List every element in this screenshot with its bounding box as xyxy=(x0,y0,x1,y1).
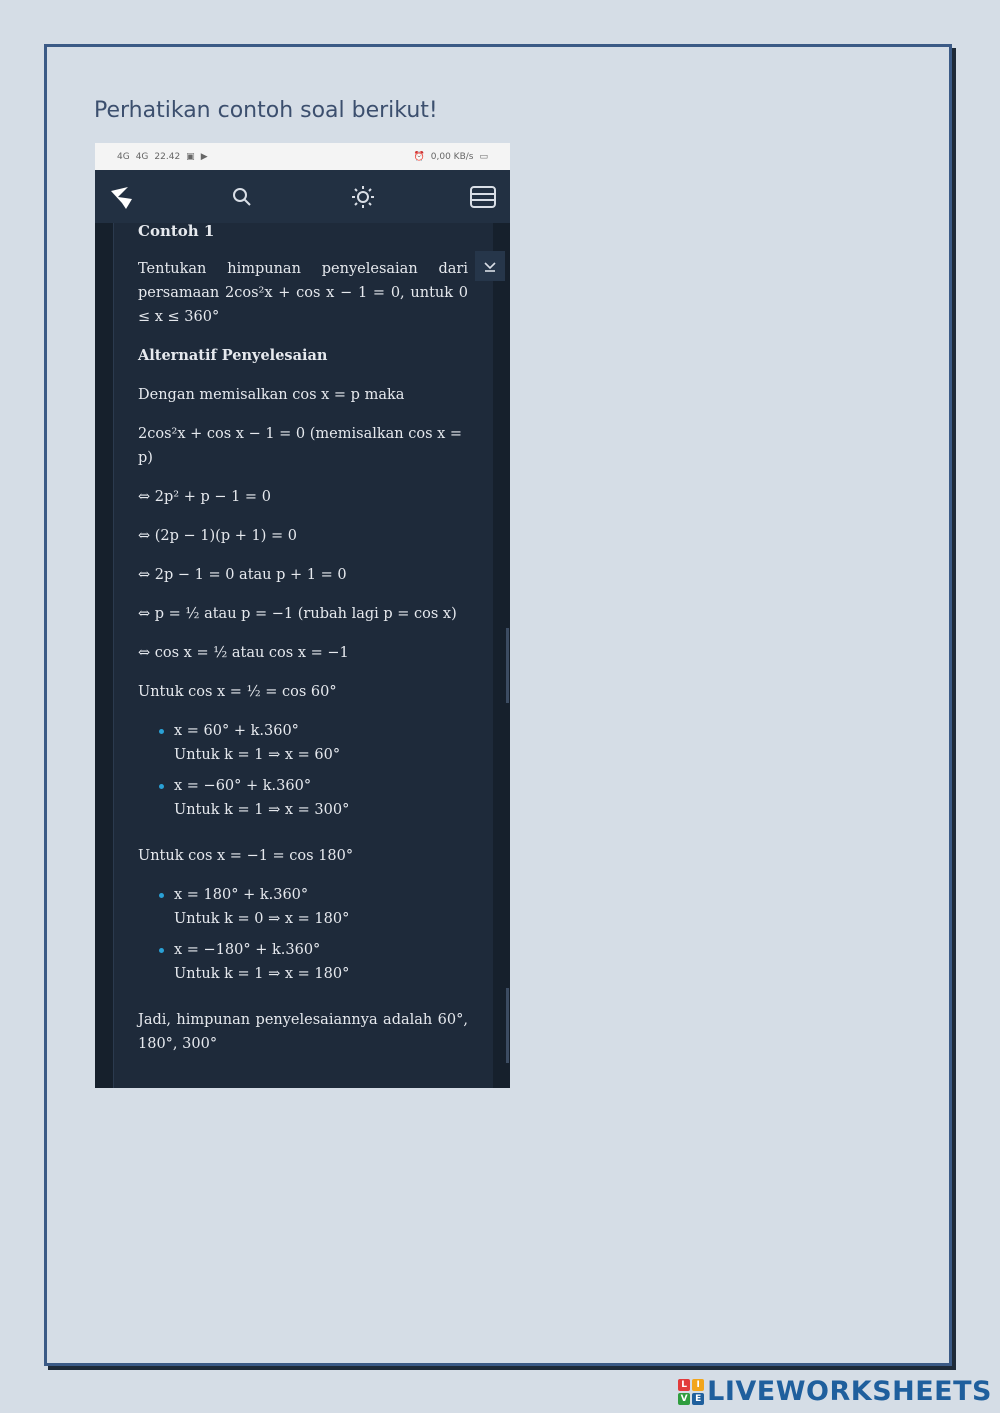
case1-item-1 xyxy=(138,719,468,767)
case2-heading: Untuk cos x = −1 = cos 180° xyxy=(138,848,354,864)
case2-item-2 xyxy=(138,938,468,986)
conclusion: Jadi, himpunan penyelesaiannya adalah 60°, 180°, 300° xyxy=(138,1012,468,1052)
case1-sub-2: Untuk k = 1 ⇒ x = 300° xyxy=(174,802,350,818)
case2-eq-1: x = 180° + k.360° xyxy=(174,887,309,903)
battery-icon: ▭ xyxy=(479,151,488,162)
solution-heading: Alternatif Penyelesaian xyxy=(138,347,328,364)
sun-icon[interactable] xyxy=(348,182,378,212)
step-8: Untuk cos x = ½ = cos 60° xyxy=(138,684,337,700)
scrollbar-thumb-lower[interactable] xyxy=(506,988,509,1063)
case2-sub-2: Untuk k = 1 ⇒ x = 180° xyxy=(174,966,350,982)
step-7: ⇔ cos x = ½ atau cos x = −1 xyxy=(138,645,349,661)
status-bar xyxy=(95,143,510,170)
network-speed: 0,00 KB/s xyxy=(430,151,474,162)
example-title: Contoh 1 xyxy=(138,222,215,240)
play-icon: ▶ xyxy=(200,151,208,162)
step-4: ⇔ (2p − 1)(p + 1) = 0 xyxy=(138,528,297,544)
step-1: Dengan memisalkan cos x = p maka xyxy=(138,387,405,403)
case1-eq-1: x = 60° + k.360° xyxy=(174,723,299,739)
phone-screenshot xyxy=(95,143,510,1088)
instruction-text: Perhatikan contoh soal berikut! xyxy=(94,98,438,123)
step-3: ⇔ 2p² + p − 1 = 0 xyxy=(138,489,271,505)
download-button[interactable] xyxy=(475,251,505,281)
left-gutter xyxy=(95,223,113,1088)
step-2: 2cos²x + cos x − 1 = 0 (memisalkan cos x = p) xyxy=(138,426,463,466)
scrollbar-thumb[interactable] xyxy=(506,628,509,703)
image-icon: ▣ xyxy=(186,151,195,162)
signal-1: 4G xyxy=(117,151,130,162)
liveworksheets-brand xyxy=(678,1376,992,1407)
step-6: ⇔ p = ½ atau p = −1 (rubah lagi p = cos x) xyxy=(138,606,457,622)
case1-sub-1: Untuk k = 1 ⇒ x = 60° xyxy=(174,747,341,763)
menu-icon[interactable] xyxy=(468,182,498,212)
liveworksheets-logo-icon: L I V E xyxy=(678,1379,704,1405)
example-content xyxy=(138,223,468,1056)
alarm-icon: ⏰ xyxy=(413,151,425,162)
app-logo-icon[interactable] xyxy=(107,182,137,212)
signal-2: 4G xyxy=(135,151,149,162)
app-toolbar xyxy=(95,170,510,223)
step-5: ⇔ 2p − 1 = 0 atau p + 1 = 0 xyxy=(138,567,347,583)
case2-sub-1: Untuk k = 0 ⇒ x = 180° xyxy=(174,911,350,927)
case1-item-2 xyxy=(138,774,468,822)
brand-name: LIVEWORKSHEETS xyxy=(707,1376,992,1407)
case2-eq-2: x = −180° + k.360° xyxy=(174,942,321,958)
clock: 22.42 xyxy=(154,151,181,162)
search-icon[interactable] xyxy=(227,182,257,212)
problem-statement: Tentukan himpunan penyelesaian dari persamaan 2cos²x + cos x − 1 = 0, untuk 0 ≤ x ≤ 360° xyxy=(138,261,468,325)
case1-eq-2: x = −60° + k.360° xyxy=(174,778,312,794)
case2-item-1 xyxy=(138,883,468,931)
